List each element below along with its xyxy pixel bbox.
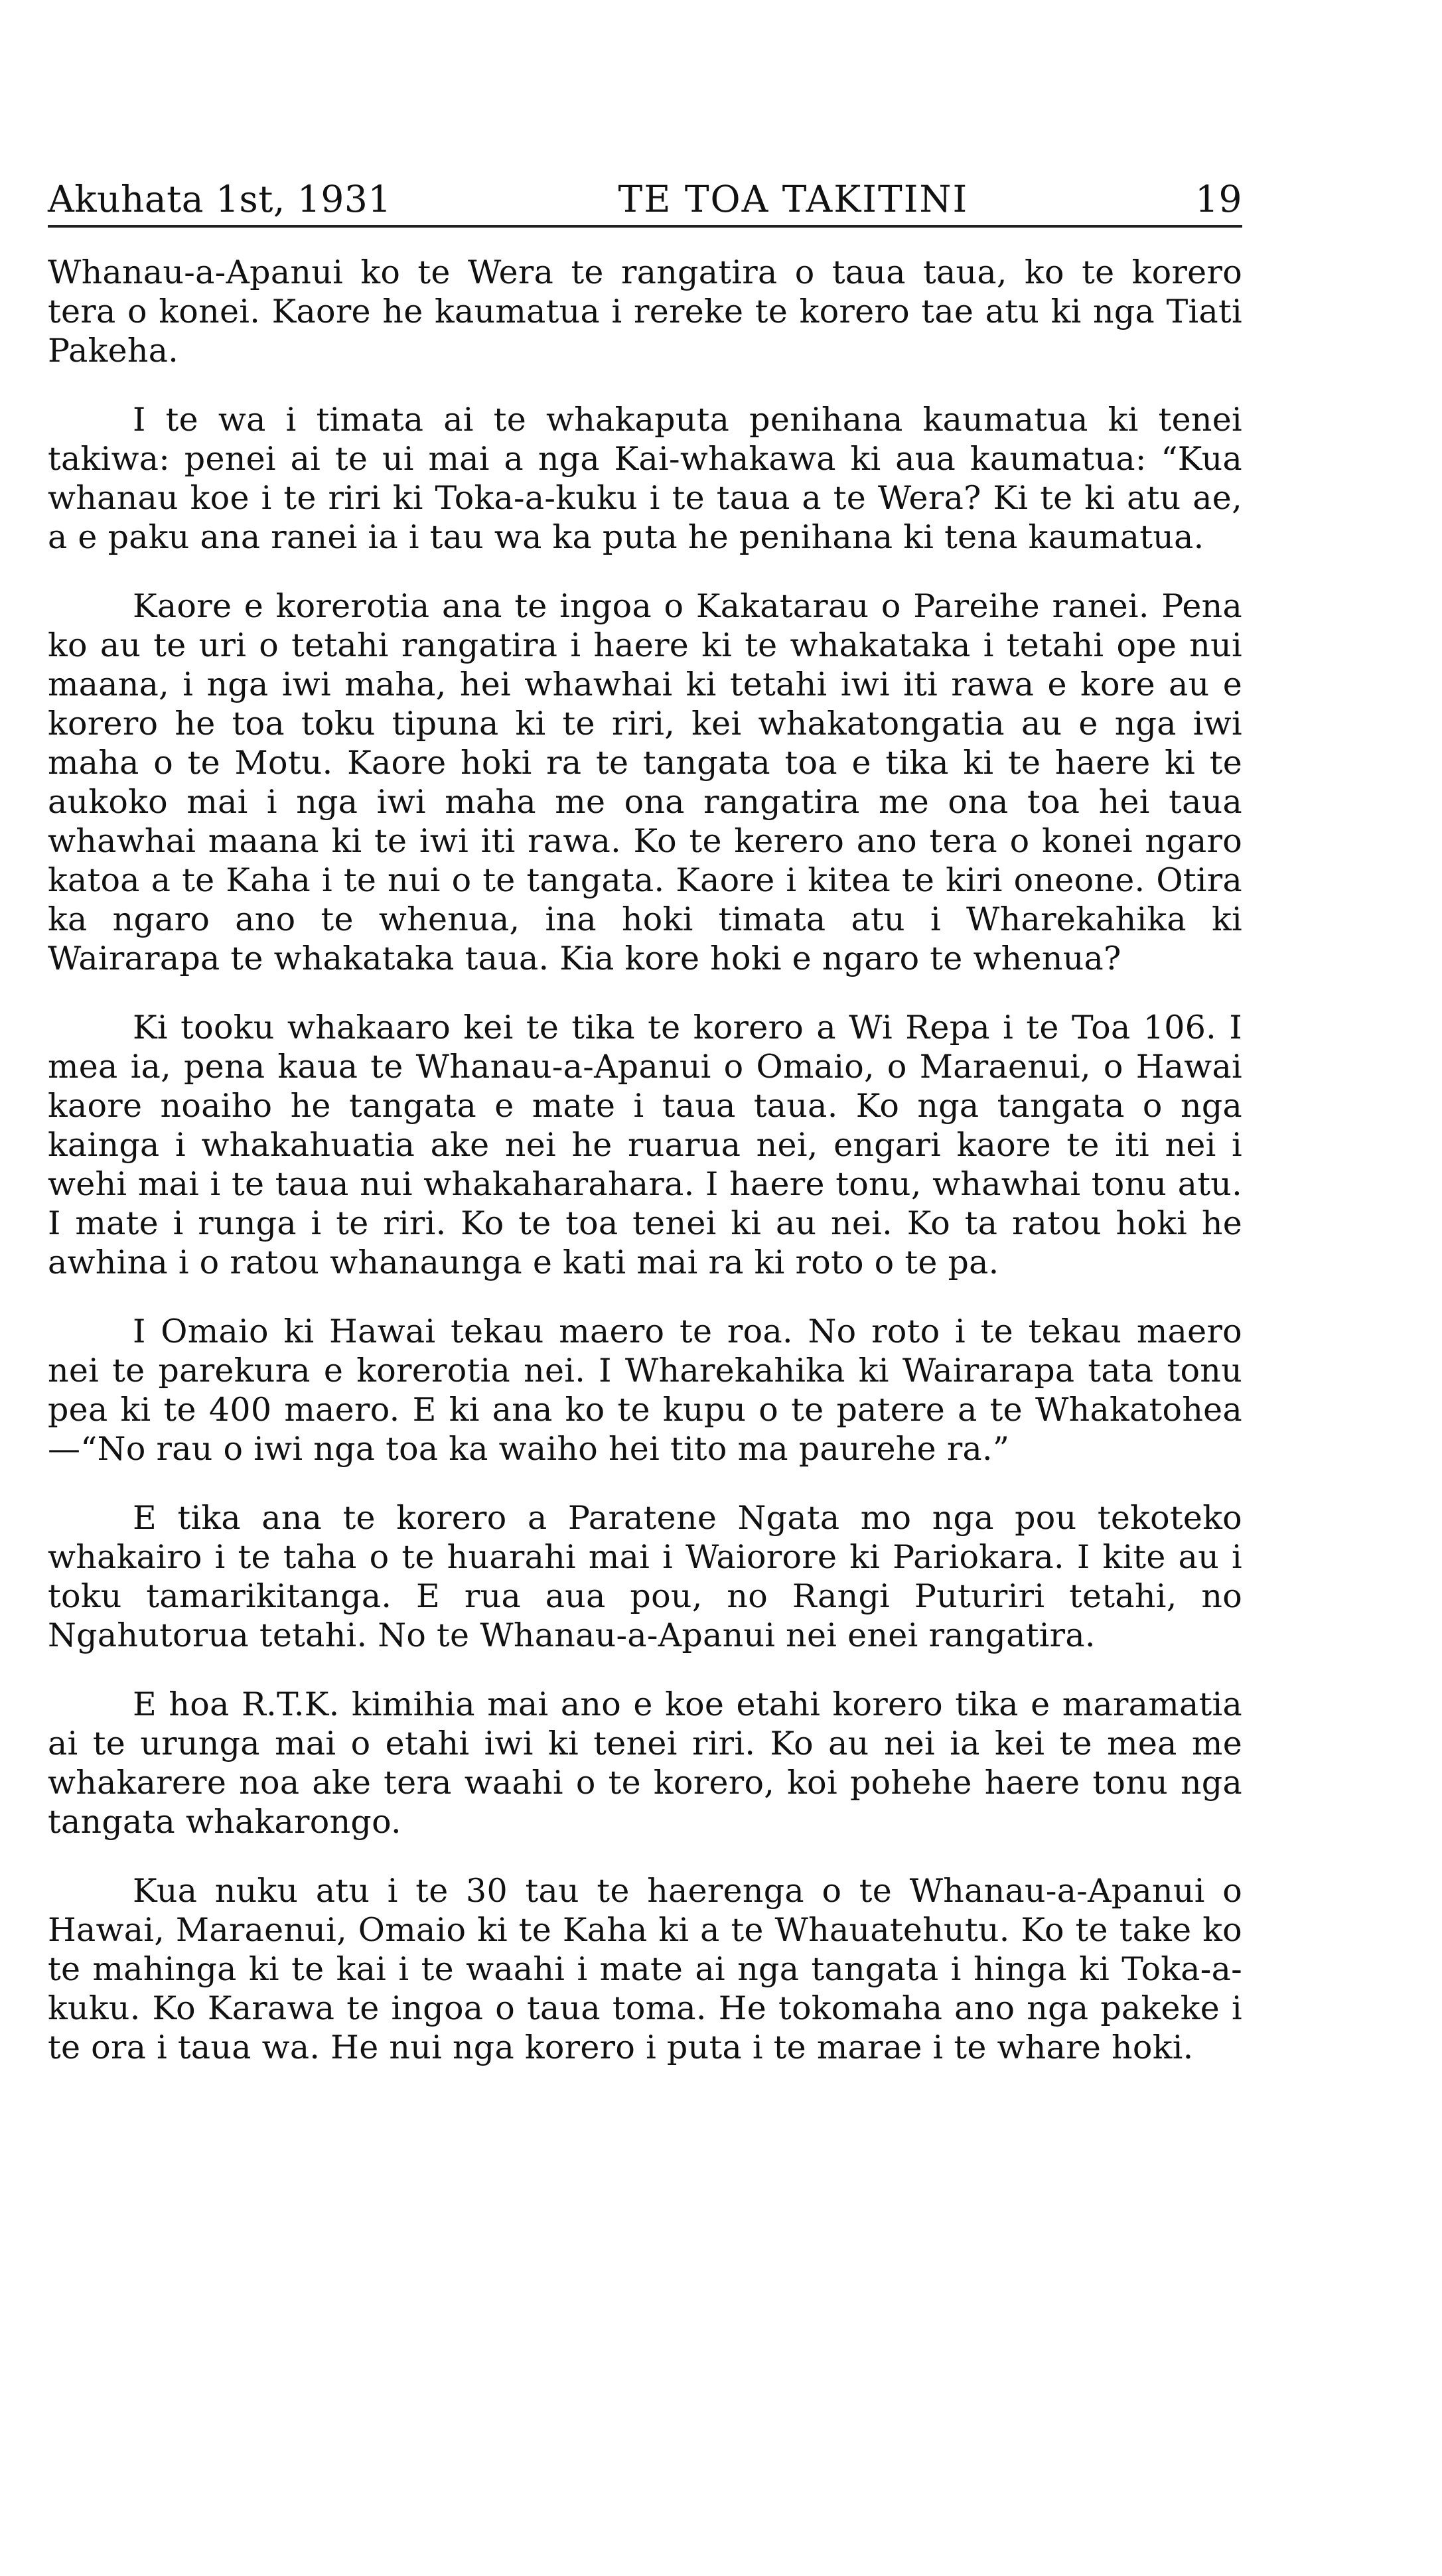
newspaper-page [48, 176, 1242, 2097]
paragraph: Kua nuku atu i te 30 tau te haerenga o te Whanau-a-Apanui o Hawai, Maraenui, Omaio ki te Kaha ki a te Whauatehutu. Ko te take ko te mahinga ki te kai i te waahi i mate ai nga tangata i hinga ki Toka-a-kuku. Ko Karawa te ingoa o taua toma. He tokomaha ano nga pakeke i te ora i taua wa. He nui nga korero i puta i te marae i te whare hoki. [48, 1872, 1242, 2066]
paragraph: E tika ana te korero a Paratene Ngata mo nga pou tekoteko whakairo i te taha o te huarahi mai i Waiorore ki Pariokara. I kite au i toku tamarikitanga. E rua aua pou, no Rangi Puturiri tetahi, no Ngahutorua tetahi. No te Whanau-a-Apanui nei enei rangatira. [48, 1499, 1242, 1654]
paragraph: Whanau-a-Apanui ko te Wera te rangatira o taua taua, ko te korero tera o konei. Kaore he kaumatua i rereke te korero tae atu ki nga Tiati Pakeha. [48, 253, 1242, 370]
paragraph: E hoa R.T.K. kimihia mai ano e koe etahi korero tika e maramatia ai te urunga mai o etahi iwi ki tenei riri. Ko au nei ia kei te mea me whakarere noa ake tera waahi o te korero, koi pohehe haere tonu nga tangata whakarongo. [48, 1685, 1242, 1841]
paragraph: I Omaio ki Hawai tekau maero te roa. No roto i te tekau maero nei te parekura e korerotia nei. I Wharekahika ki Wairarapa tata tonu pea ki te 400 maero. E ki ana ko te kupu o te patere a te Whakatohea—“No rau o iwi nga toa ka waiho hei tito ma paurehe ra.” [48, 1313, 1242, 1468]
page-header [48, 176, 1242, 228]
publication-title: TE TOA TAKITINI [618, 178, 969, 220]
page-number: 19 [1194, 178, 1242, 220]
paragraph: I te wa i timata ai te whakaputa penihana kaumatua ki tenei takiwa: penei ai te ui mai a nga Kai-whakawa ki aua kaumatua: “Kua whanau koe i te riri ki Toka-a-kuku i te taua a te Wera? Ki te ki atu ae, a e paku ana ranei ia i tau wa ka puta he penihana ki tena kaumatua. [48, 401, 1242, 556]
article-body [48, 253, 1242, 2067]
header-date: Akuhata 1st, 1931 [48, 178, 392, 220]
paragraph: Ki tooku whakaaro kei te tika te korero a Wi Repa i te Toa 106. I mea ia, pena kaua te Whanau-a-Apanui o Omaio, o Maraenui, o Hawai kaore noaiho he tangata e mate i taua taua. Ko nga tangata o nga kainga i whakahuatia ake nei he ruarua nei, engari kaore te iti nei i wehi mai i te taua nui whakaharahara. I haere tonu, whawhai tonu atu. I mate i runga i te riri. Ko te toa tenei ki au nei. Ko ta ratou hoki he awhina i o ratou whanaunga e kati mai ra ki roto o te pa. [48, 1009, 1242, 1281]
paragraph: Kaore e korerotia ana te ingoa o Kakatarau o Pareihe ranei. Pena ko au te uri o tetahi rangatira i haere ki te whakataka i tetahi ope nui maana, i nga iwi maha, hei whawhai ki tetahi iwi iti rawa e kore au e korero he toa toku tipuna ki te riri, kei whakatongatia au e nga iwi maha o te Motu. Kaore hoki ra te tangata toa e tika ki te haere ki te aukoko mai i nga iwi maha me ona rangatira me ona toa hei taua whawhai maana ki te iwi iti rawa. Ko te kerero ano tera o konei ngaro katoa a te Kaha i te nui o te tangata. Kaore i kitea te kiri oneone. Otira ka ngaro ano te whenua, ina hoki timata atu i Wharekahika ki Wairarapa te whakataka taua. Kia kore hoki e ngaro te whenua? [48, 587, 1242, 977]
